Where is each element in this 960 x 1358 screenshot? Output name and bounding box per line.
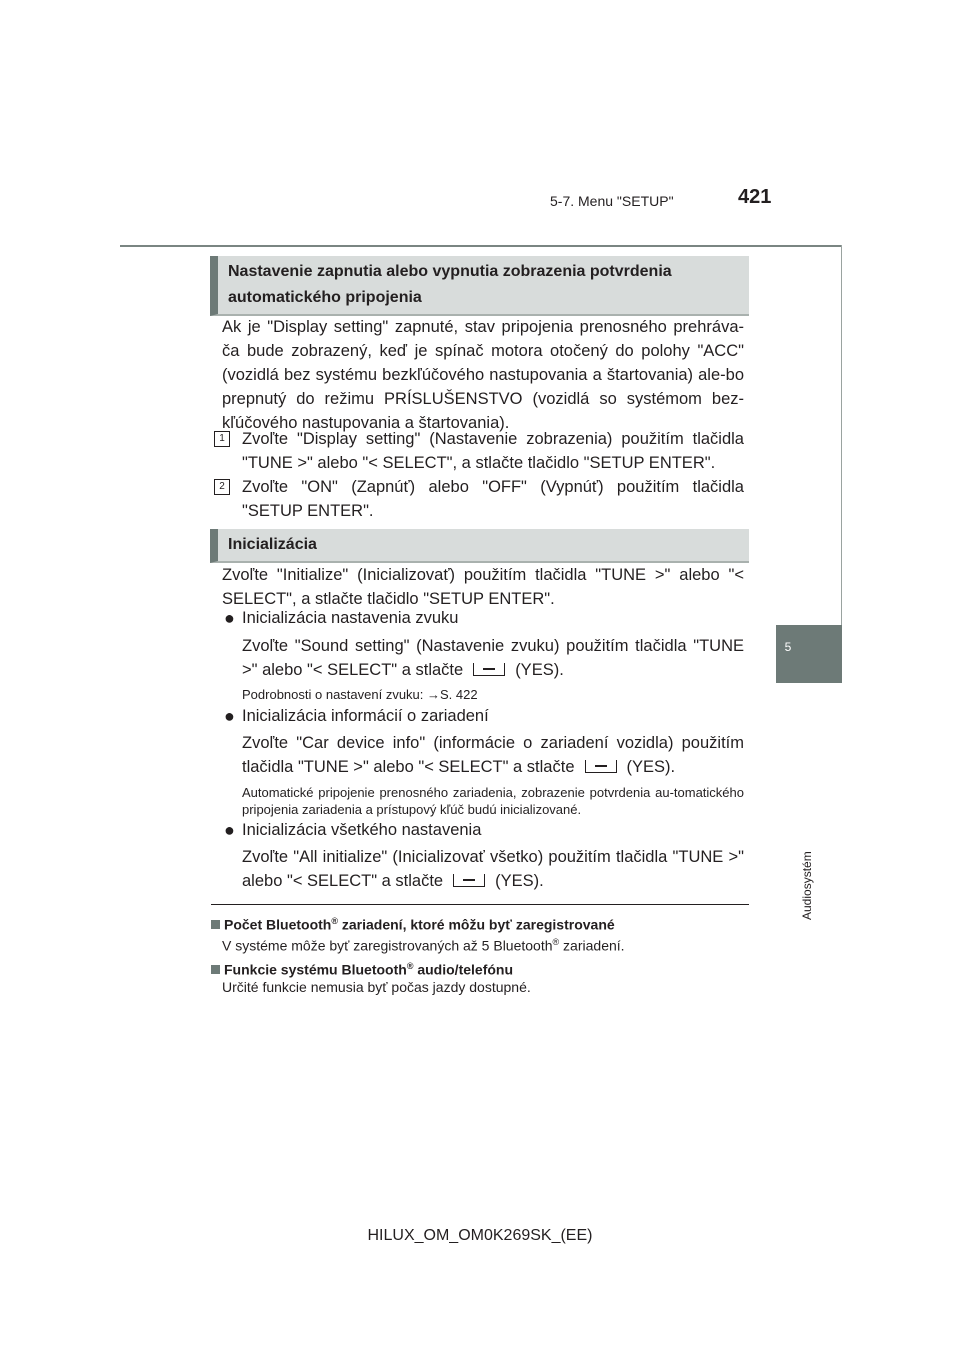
- section1-intro: Ak je "Display setting" zapnuté, stav pripojenia prenosného prehráva-ča bude zobrazený, keď je spínač motora otočený do polohy "ACC" (vozidlá bez systému bezkľúčového nastupovania a štartovania) ale-bo prepnutý do režimu PRÍSLUŠENSTVO (vozidlá so systémom bez-kľúčového nastupovania a štartovania).: [222, 318, 744, 432]
- bullet-icon: ●: [224, 820, 235, 840]
- bullet-icon: ●: [224, 706, 235, 726]
- step-1-text: Zvoľte "Display setting" (Nastavenie zobrazenia) použitím tlačidla "TUNE >" alebo "< SELECT", a stlačte tlačidlo "SETUP ENTER".: [242, 430, 744, 472]
- yes-button-icon: [473, 663, 505, 676]
- chapter-tab: [776, 625, 842, 683]
- item-3-title: Inicializácia všetkého nastavenia: [242, 821, 482, 839]
- item-3-text: [242, 845, 744, 893]
- note-2-heading: [211, 957, 513, 979]
- yes-button-icon: [453, 874, 485, 887]
- note-1-heading-text-end: zariadení, ktoré môžu byť zaregistrované: [337, 916, 615, 933]
- registered-mark: ®: [552, 937, 560, 947]
- note-1-body: [222, 933, 625, 955]
- item-1-text: [242, 634, 744, 682]
- item-2-text-before: Zvoľte "Car device info" (informácie o zariadení vozidla) použitím tlačidla "TUNE >" alebo "< SELECT" a stlačte: [242, 734, 744, 776]
- side-tab-line: [841, 245, 842, 625]
- item-3-text-before: Zvoľte "All initialize" (Inicializovať všetko) použitím tlačidla "TUNE >" alebo "< SELECT" a stlačte: [242, 848, 744, 890]
- note-1-body-text-end: zariadení.: [559, 937, 625, 954]
- note-1-body-text: V systéme môže byť zaregistrovaných až 5 Bluetooth: [222, 937, 553, 954]
- section2-intro: Zvoľte "Initialize" (Inicializovať) použitím tlačidla "TUNE >" alebo "< SELECT", a stlačte tlačidlo "SETUP ENTER".: [222, 566, 744, 608]
- item-1-text-before: Zvoľte "Sound setting" (Nastavenie zvuku) použitím tlačidla "TUNE >" alebo "< SELECT" a stlačte: [242, 637, 744, 679]
- step-number-2: 2: [214, 479, 230, 495]
- page-number: 421: [738, 186, 772, 208]
- item-1-note: Podrobnosti o nastavení zvuku: →S. 422: [242, 687, 478, 702]
- item-2-note: Automatické pripojenie prenosného zariadenia, zobrazenie potvrdenia au-tomatického pripojenia zariadenia a prístupový kľúč budú inicializované.: [242, 785, 744, 817]
- notes-divider: [211, 904, 749, 905]
- square-bullet-icon: [211, 965, 220, 974]
- item-1-text-after: (YES).: [515, 661, 564, 679]
- note-1-heading: [211, 912, 615, 934]
- item-2-text-after: (YES).: [626, 758, 676, 776]
- section-heading-initialization: Inicializácia: [210, 529, 749, 563]
- chapter-label: Audiosystém: [800, 851, 814, 920]
- item-3-text-after: (YES).: [495, 872, 544, 890]
- step-2-text: Zvoľte "ON" (Zapnúť) alebo "OFF" (Vypnúť) použitím tlačidla "SETUP ENTER".: [242, 478, 744, 520]
- chapter-number: 5: [784, 640, 792, 654]
- header-rule: [120, 245, 842, 247]
- bullet-icon: ●: [224, 608, 235, 628]
- item-2-text: [242, 731, 744, 779]
- item-2-title: Inicializácia informácií o zariadení: [242, 707, 489, 725]
- document-code: HILUX_OM_OM0K269SK_(EE): [367, 1227, 593, 1244]
- note-2-heading-text-end: audio/telefónu: [413, 961, 514, 978]
- section-heading-connection-display: Nastavenie zapnutia alebo vypnutia zobrazenia potvrdenia automatického pripojenia: [210, 256, 749, 316]
- registered-mark: ®: [331, 916, 338, 926]
- square-bullet-icon: [211, 920, 220, 929]
- yes-button-icon: [585, 760, 617, 773]
- step-number-1: 1: [214, 431, 230, 447]
- registered-mark: ®: [406, 961, 414, 971]
- item-1-title: Inicializácia nastavenia zvuku: [242, 609, 459, 627]
- section-title: 5-7. Menu "SETUP": [550, 193, 674, 209]
- note-2-heading-text: Funkcie systému Bluetooth: [224, 961, 407, 978]
- note-2-body: Určité funkcie nemusia byť počas jazdy dostupné.: [222, 979, 531, 995]
- note-1-heading-text: Počet Bluetooth: [224, 916, 332, 933]
